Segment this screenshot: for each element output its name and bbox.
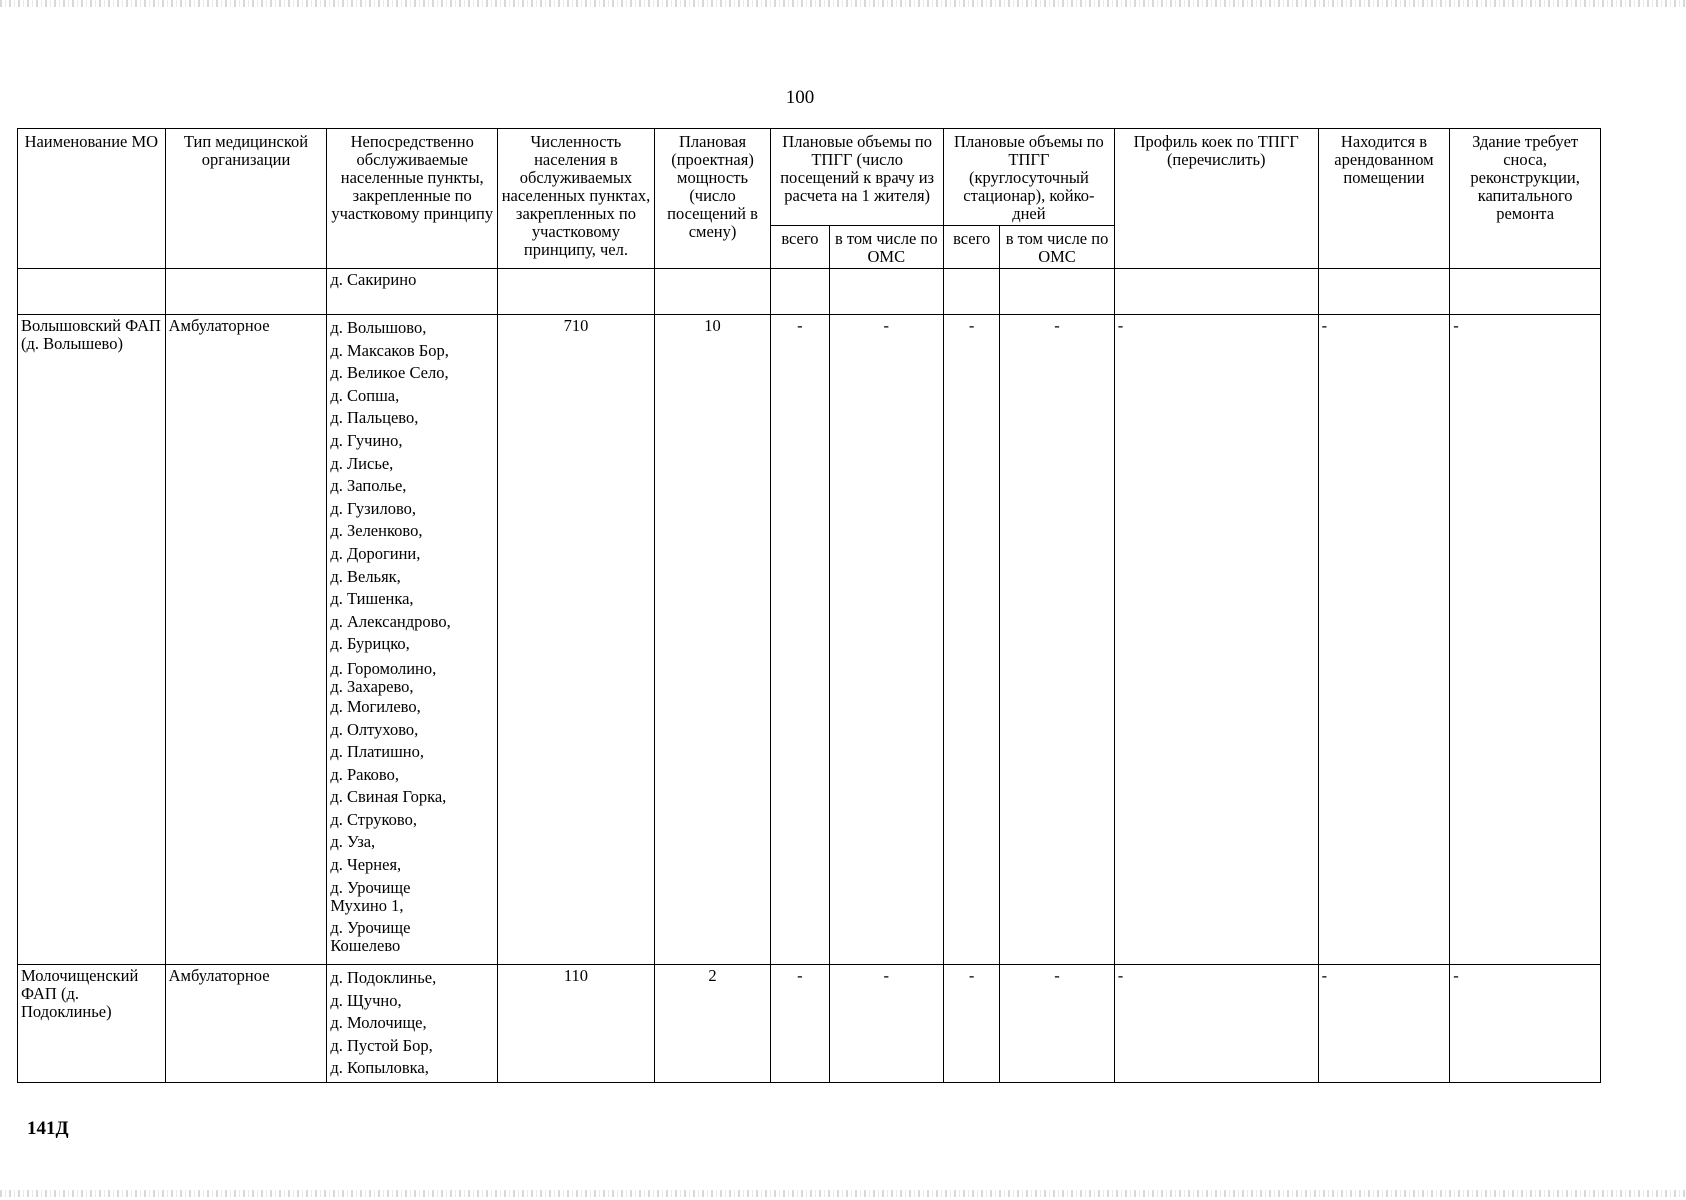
settlement-item: д. Вельяк, bbox=[330, 566, 401, 586]
settlement-item: д. Волышово, bbox=[330, 318, 427, 337]
table-row bbox=[18, 965, 1601, 1083]
table-cell bbox=[829, 269, 944, 315]
settlement-item: д. Гучино, bbox=[330, 430, 403, 450]
table-cell-settlements bbox=[327, 965, 498, 1083]
table-cell-beds-total: - bbox=[944, 965, 1000, 1083]
table-cell-population: 710 bbox=[498, 315, 655, 965]
header-bed-profile: Профиль коек по ТПГГ (перечислить) bbox=[1114, 129, 1318, 269]
settlement-item: д. Гузилово, bbox=[330, 498, 417, 518]
table-cell-capacity: 2 bbox=[654, 965, 771, 1083]
settlement-item: д. Зеленково, bbox=[330, 521, 423, 541]
settlement-item: д. Бурицко, bbox=[330, 634, 410, 654]
header-name-mo: Наименование МО bbox=[18, 129, 166, 269]
table-cell-bed-profile: - bbox=[1114, 315, 1318, 965]
header-row-1 bbox=[18, 129, 1601, 226]
page-number: 100 bbox=[785, 87, 815, 108]
scan-noise-bottom bbox=[0, 1190, 1686, 1197]
table-cell-population: 110 bbox=[498, 965, 655, 1083]
settlement-item: д. Пальцево, bbox=[330, 408, 419, 428]
settlement-item: д. Великое Село, bbox=[330, 363, 449, 383]
settlement-item: д. Максаков Бор, bbox=[330, 340, 449, 360]
table-cell bbox=[1450, 269, 1601, 315]
settlement-item: д. Олтухово, bbox=[330, 719, 419, 739]
settlement-item: д. Горомолино, bbox=[330, 658, 437, 678]
settlement-item: д. Платишно, bbox=[330, 742, 424, 762]
settlement-item: д. Урочище Мухино 1, bbox=[330, 877, 411, 915]
table-cell-beds-oms: - bbox=[1000, 315, 1115, 965]
settlement-item: д. Копыловка, bbox=[330, 1058, 429, 1078]
table-cell bbox=[771, 269, 829, 315]
table-cell-building: - bbox=[1450, 965, 1601, 1083]
table-cell-visits-oms: - bbox=[829, 315, 944, 965]
header-visits-oms: в том числе по ОМС bbox=[829, 226, 944, 269]
table-cell-settlement: д. Сакирино bbox=[327, 269, 498, 315]
settlement-item: д. Раково, bbox=[330, 764, 399, 784]
header-beds-total: всего bbox=[944, 226, 1000, 269]
table-cell-name: Молочищенский ФАП (д. Подоклинье) bbox=[18, 965, 166, 1083]
settlement-item: д. Щучно, bbox=[330, 990, 402, 1010]
header-org-type: Тип медицинской организации bbox=[165, 129, 327, 269]
header-visits-group: Плановые объемы по ТПГГ (число посещений к врачу из расчета на 1 жителя) bbox=[771, 129, 944, 226]
settlement-item: д. Тишенка, bbox=[330, 589, 414, 609]
settlement-item: д. Могилево, bbox=[330, 696, 421, 716]
table-cell-beds-oms: - bbox=[1000, 965, 1115, 1083]
table-cell-name: Волышовский ФАП (д. Волышево) bbox=[18, 315, 166, 965]
table-cell-rented: - bbox=[1318, 965, 1450, 1083]
facilities-table bbox=[17, 128, 1601, 1083]
document-code: 141Д bbox=[27, 1118, 69, 1139]
settlement-item: д. Струково, bbox=[330, 809, 417, 829]
settlement-item: д. Захарево, bbox=[330, 676, 414, 696]
settlement-item: д. Дорогини, bbox=[330, 543, 421, 563]
settlement-item: д. Молочище, bbox=[330, 1013, 427, 1033]
header-settlements: Непосредственно обслуживаемые населенные пункты, закрепленные по участковому принципу bbox=[327, 129, 498, 269]
settlement-item: д. Чернея, bbox=[330, 855, 402, 875]
table-cell bbox=[1000, 269, 1115, 315]
settlement-item: д. Александрово, bbox=[330, 611, 451, 631]
table-cell-rented: - bbox=[1318, 315, 1450, 965]
table-cell-visits-total: - bbox=[771, 315, 829, 965]
table-cell-settlements bbox=[327, 315, 498, 965]
header-building: Здание требует сноса, реконструкции, капитального ремонта bbox=[1450, 129, 1601, 269]
table-row bbox=[18, 315, 1601, 965]
settlement-item: д. Свиная Горка, bbox=[330, 787, 447, 807]
settlement-item: д. Урочище Кошелево bbox=[330, 917, 411, 955]
table-cell bbox=[944, 269, 1000, 315]
settlement-item: д. Пустой Бор, bbox=[330, 1035, 433, 1055]
settlement-item: д. Лисье, bbox=[330, 453, 394, 473]
header-beds-group: Плановые объемы по ТПГГ (круглосуточный стационар), койко-дней bbox=[944, 129, 1115, 226]
table-cell-type: Амбулаторное bbox=[165, 965, 327, 1083]
header-population: Численность населения в обслуживаемых населенных пунктах, закрепленных по участковому принципу, чел. bbox=[498, 129, 655, 269]
table-cell-capacity: 10 bbox=[654, 315, 771, 965]
settlement-item: д. Подоклинье, bbox=[330, 968, 437, 987]
header-capacity: Плановая (проектная) мощность (число посещений в смену) bbox=[654, 129, 771, 269]
table-cell-bed-profile: - bbox=[1114, 965, 1318, 1083]
table-cell bbox=[498, 269, 655, 315]
table-cell-type: Амбулаторное bbox=[165, 315, 327, 965]
table-cell-building: - bbox=[1450, 315, 1601, 965]
settlement-item: д. Сопша, bbox=[330, 385, 400, 405]
settlement-item: д. Уза, bbox=[330, 832, 376, 852]
table-cell bbox=[165, 269, 327, 315]
header-rented: Находится в арендованном помещении bbox=[1318, 129, 1450, 269]
table-cell bbox=[654, 269, 771, 315]
settlement-item: д. Заполье, bbox=[330, 476, 407, 496]
header-beds-oms: в том числе по ОМС bbox=[1000, 226, 1115, 269]
table-cell-visits-oms: - bbox=[829, 965, 944, 1083]
table-cell bbox=[18, 269, 166, 315]
scan-noise-top bbox=[0, 0, 1686, 7]
header-visits-total: всего bbox=[771, 226, 829, 269]
table-cell-beds-total: - bbox=[944, 315, 1000, 965]
table-row-carry bbox=[18, 269, 1601, 315]
table-cell bbox=[1114, 269, 1318, 315]
table-cell bbox=[1318, 269, 1450, 315]
table-cell-visits-total: - bbox=[771, 965, 829, 1083]
